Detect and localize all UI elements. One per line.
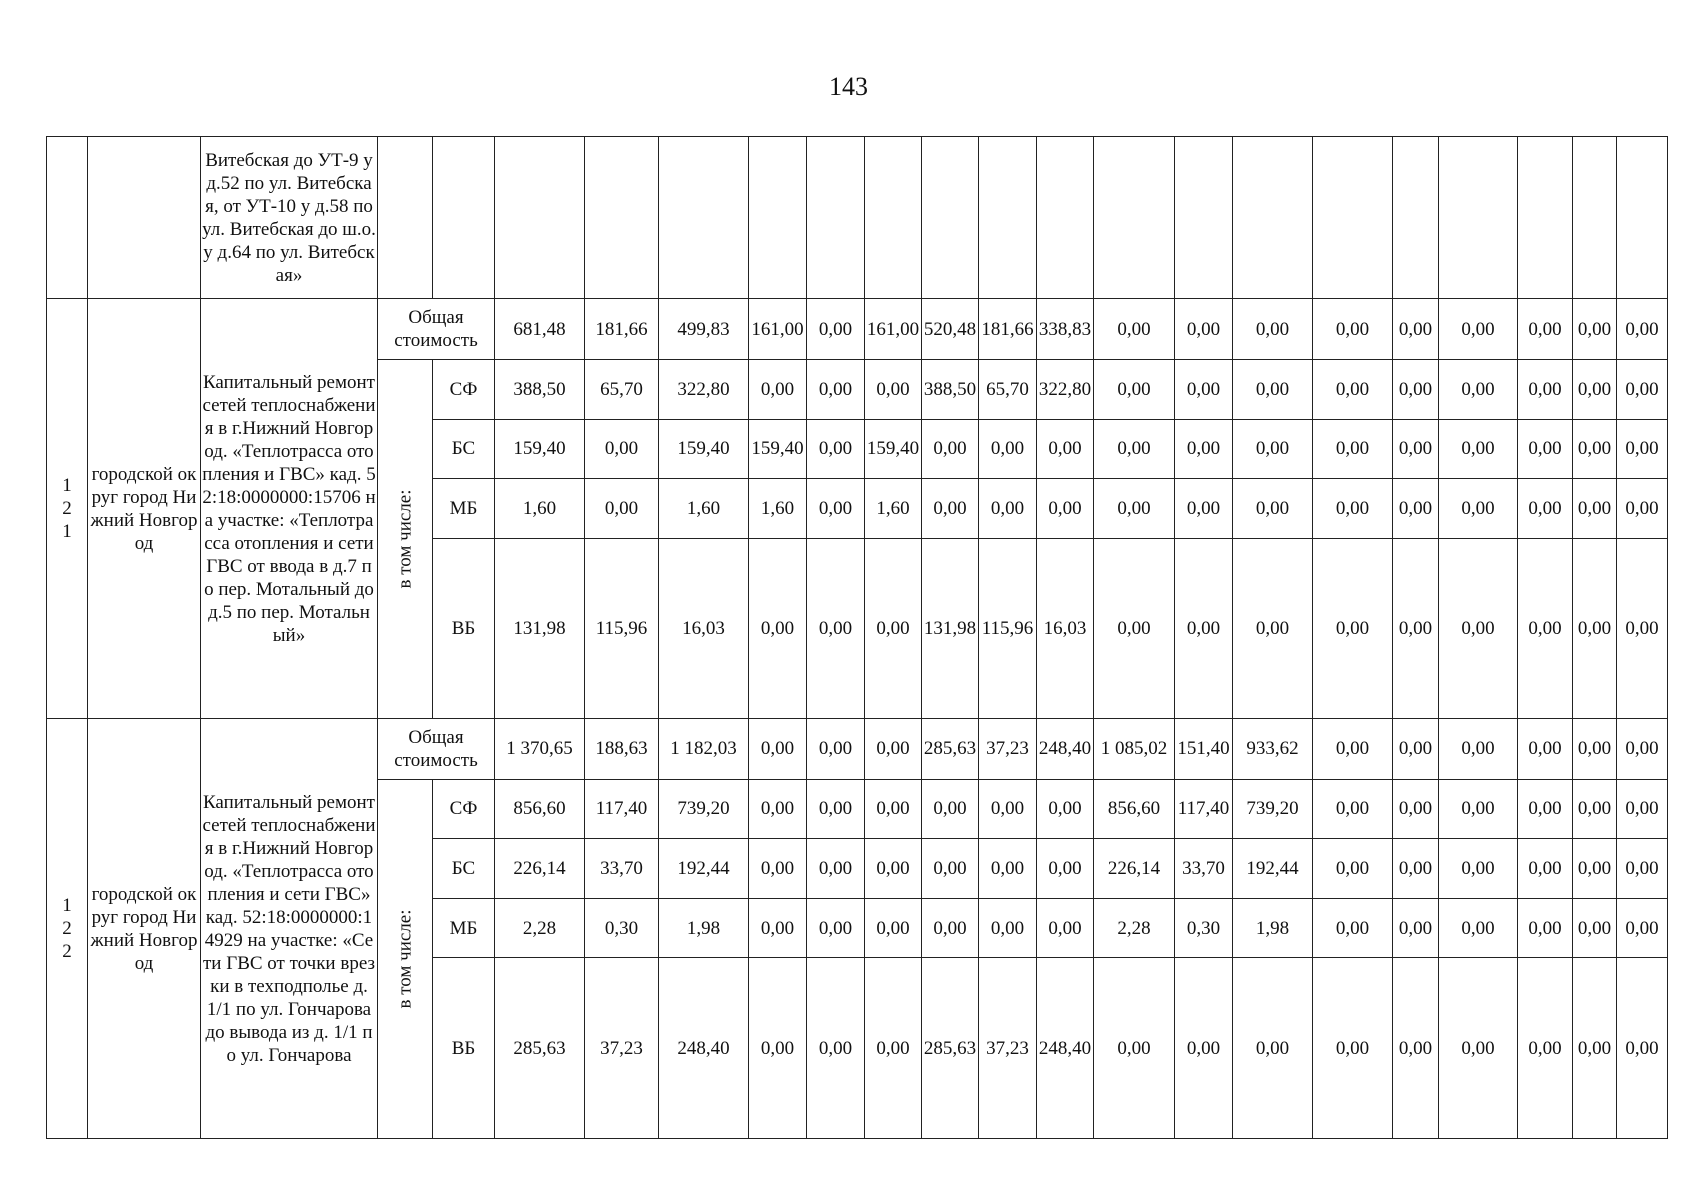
value-cell: 0,00 bbox=[1518, 359, 1573, 419]
value-cell bbox=[1617, 137, 1668, 299]
value-cell: 499,83 bbox=[659, 299, 749, 360]
value-cell bbox=[659, 137, 749, 299]
value-cell: 0,00 bbox=[865, 538, 922, 719]
value-cell: 248,40 bbox=[659, 958, 749, 1139]
value-cell: 0,00 bbox=[1573, 958, 1617, 1139]
value-cell: 0,00 bbox=[1439, 479, 1518, 539]
value-cell: 0,00 bbox=[979, 419, 1037, 479]
value-cell: 933,62 bbox=[1233, 719, 1313, 780]
value-cell: 0,00 bbox=[1094, 359, 1175, 419]
project-number bbox=[47, 719, 88, 1139]
funding-source-code: БС bbox=[433, 419, 495, 479]
value-cell: 0,00 bbox=[807, 839, 865, 899]
value-cell: 0,00 bbox=[1617, 839, 1668, 899]
value-cell: 0,30 bbox=[585, 898, 659, 958]
value-cell: 1,60 bbox=[749, 479, 807, 539]
value-cell: 285,63 bbox=[922, 958, 979, 1139]
value-cell: 33,70 bbox=[1175, 839, 1233, 899]
value-cell: 0,00 bbox=[749, 359, 807, 419]
value-cell: 226,14 bbox=[1094, 839, 1175, 899]
value-cell: 322,80 bbox=[1037, 359, 1094, 419]
value-cell bbox=[749, 137, 807, 299]
value-cell: 0,00 bbox=[1617, 479, 1668, 539]
project-number-digit: 1 bbox=[62, 475, 72, 497]
description-cell: Капитальный ремонт сетей теплоснабжения в г.Нижний Новгород. «Теплотрасса отопления и сети ГВС» кад. 52:18:0000000:14929 на участке: «Сети ГВС от точки врезки в техподполье д. 1/1 по ул. Гончарова до вывода из д. 1/1 по ул. Гончарова bbox=[201, 719, 378, 1139]
value-cell: 0,00 bbox=[1313, 719, 1393, 780]
value-cell: 188,63 bbox=[585, 719, 659, 780]
value-cell: 0,00 bbox=[1573, 898, 1617, 958]
page-number: 143 bbox=[829, 72, 868, 101]
value-cell: 131,98 bbox=[922, 538, 979, 719]
including-label bbox=[378, 359, 433, 718]
project-total-row bbox=[47, 299, 1668, 360]
value-cell bbox=[1439, 137, 1518, 299]
value-cell: 0,00 bbox=[1094, 419, 1175, 479]
value-cell: 65,70 bbox=[979, 359, 1037, 419]
value-cell: 0,00 bbox=[865, 839, 922, 899]
value-cell: 1 182,03 bbox=[659, 719, 749, 780]
value-cell: 16,03 bbox=[659, 538, 749, 719]
value-cell: 1 370,65 bbox=[495, 719, 585, 780]
value-cell: 0,00 bbox=[1233, 479, 1313, 539]
value-cell: 181,66 bbox=[979, 299, 1037, 360]
value-cell: 0,00 bbox=[1094, 299, 1175, 360]
description-cell: Витебская до УТ-9 у д.52 по ул. Витебская, от УТ-10 у д.58 по ул. Витебская до ш.о. у д.64 по ул. Витебская» bbox=[201, 137, 378, 299]
value-cell: 0,00 bbox=[1313, 898, 1393, 958]
value-cell: 0,00 bbox=[749, 839, 807, 899]
value-cell: 0,00 bbox=[979, 479, 1037, 539]
value-cell: 65,70 bbox=[585, 359, 659, 419]
value-cell: 0,00 bbox=[807, 898, 865, 958]
value-cell: 0,00 bbox=[979, 839, 1037, 899]
value-cell: 0,00 bbox=[1617, 538, 1668, 719]
value-cell: 0,00 bbox=[1175, 299, 1233, 360]
value-cell: 0,00 bbox=[1518, 779, 1573, 839]
value-cell: 0,00 bbox=[1175, 419, 1233, 479]
value-cell: 0,00 bbox=[1313, 419, 1393, 479]
value-cell bbox=[585, 137, 659, 299]
value-cell: 0,00 bbox=[1393, 359, 1439, 419]
value-cell: 0,00 bbox=[1439, 779, 1518, 839]
funding-source-code: СФ bbox=[433, 359, 495, 419]
value-cell: 0,00 bbox=[1573, 719, 1617, 780]
value-cell: 151,40 bbox=[1175, 719, 1233, 780]
funding-source-code: ВБ bbox=[433, 958, 495, 1139]
value-cell: 0,00 bbox=[1233, 359, 1313, 419]
value-cell: 0,30 bbox=[1175, 898, 1233, 958]
number-cell bbox=[47, 137, 88, 299]
value-cell: 159,40 bbox=[495, 419, 585, 479]
value-cell: 159,40 bbox=[749, 419, 807, 479]
value-cell: 0,00 bbox=[1518, 898, 1573, 958]
value-cell: 0,00 bbox=[922, 419, 979, 479]
value-cell: 0,00 bbox=[1439, 958, 1518, 1139]
value-cell: 0,00 bbox=[865, 719, 922, 780]
value-cell: 338,83 bbox=[1037, 299, 1094, 360]
value-cell: 0,00 bbox=[807, 719, 865, 780]
value-cell: 0,00 bbox=[749, 779, 807, 839]
value-cell: 1 085,02 bbox=[1094, 719, 1175, 780]
total-cost-label-line: Общая bbox=[408, 307, 464, 329]
value-cell: 0,00 bbox=[1313, 479, 1393, 539]
value-cell bbox=[1313, 137, 1393, 299]
value-cell: 0,00 bbox=[1617, 898, 1668, 958]
value-cell: 0,00 bbox=[1617, 719, 1668, 780]
value-cell: 0,00 bbox=[1037, 898, 1094, 958]
value-cell: 0,00 bbox=[1175, 958, 1233, 1139]
value-cell: 0,00 bbox=[749, 538, 807, 719]
value-cell: 0,00 bbox=[807, 419, 865, 479]
value-cell: 0,00 bbox=[1393, 419, 1439, 479]
value-cell: 739,20 bbox=[1233, 779, 1313, 839]
value-cell bbox=[1393, 137, 1439, 299]
value-cell: 0,00 bbox=[922, 479, 979, 539]
value-cell: 0,00 bbox=[1393, 299, 1439, 360]
funding-source-code: МБ bbox=[433, 479, 495, 539]
value-cell: 159,40 bbox=[865, 419, 922, 479]
value-cell: 2,28 bbox=[1094, 898, 1175, 958]
value-cell: 0,00 bbox=[1439, 359, 1518, 419]
value-cell bbox=[1518, 137, 1573, 299]
value-cell: 0,00 bbox=[1313, 779, 1393, 839]
value-cell bbox=[1573, 137, 1617, 299]
value-cell bbox=[1175, 137, 1233, 299]
value-cell: 0,00 bbox=[1617, 359, 1668, 419]
value-cell: 0,00 bbox=[585, 419, 659, 479]
value-cell: 0,00 bbox=[1617, 958, 1668, 1139]
value-cell: 1,60 bbox=[495, 479, 585, 539]
value-cell: 0,00 bbox=[1313, 839, 1393, 899]
value-cell bbox=[865, 137, 922, 299]
value-cell: 1,98 bbox=[1233, 898, 1313, 958]
value-cell: 0,00 bbox=[1393, 839, 1439, 899]
value-cell: 0,00 bbox=[1573, 839, 1617, 899]
value-cell: 0,00 bbox=[807, 299, 865, 360]
value-cell: 226,14 bbox=[495, 839, 585, 899]
value-cell: 0,00 bbox=[865, 958, 922, 1139]
value-cell: 0,00 bbox=[1175, 359, 1233, 419]
value-cell: 0,00 bbox=[1617, 779, 1668, 839]
value-cell: 0,00 bbox=[807, 359, 865, 419]
project-number-digit: 2 bbox=[62, 498, 72, 520]
total-cost-label-line: Общая bbox=[408, 726, 464, 748]
value-cell: 0,00 bbox=[1439, 538, 1518, 719]
value-cell: 0,00 bbox=[1313, 359, 1393, 419]
project-number-digit: 1 bbox=[62, 521, 72, 543]
value-cell: 0,00 bbox=[1518, 479, 1573, 539]
funding-source-code: СФ bbox=[433, 779, 495, 839]
project-total-row bbox=[47, 719, 1668, 780]
value-cell bbox=[378, 137, 433, 299]
value-cell: 0,00 bbox=[807, 958, 865, 1139]
value-cell: 739,20 bbox=[659, 779, 749, 839]
value-cell: 0,00 bbox=[749, 958, 807, 1139]
value-cell: 0,00 bbox=[749, 719, 807, 780]
value-cell: 33,70 bbox=[585, 839, 659, 899]
value-cell: 0,00 bbox=[1439, 898, 1518, 958]
cost-table bbox=[46, 136, 1668, 1139]
value-cell: 856,60 bbox=[1094, 779, 1175, 839]
funding-source-code: ВБ bbox=[433, 538, 495, 719]
value-cell: 1,60 bbox=[865, 479, 922, 539]
value-cell: 0,00 bbox=[1573, 359, 1617, 419]
including-label bbox=[378, 779, 433, 1138]
value-cell: 0,00 bbox=[1573, 299, 1617, 360]
value-cell: 0,00 bbox=[1518, 299, 1573, 360]
project-number-digit: 2 bbox=[62, 918, 72, 940]
value-cell: 285,63 bbox=[495, 958, 585, 1139]
value-cell: 0,00 bbox=[922, 898, 979, 958]
value-cell: 115,96 bbox=[979, 538, 1037, 719]
value-cell: 0,00 bbox=[1233, 299, 1313, 360]
value-cell: 0,00 bbox=[1313, 958, 1393, 1139]
value-cell: 115,96 bbox=[585, 538, 659, 719]
value-cell: 0,00 bbox=[1037, 839, 1094, 899]
total-cost-label-line: стоимость bbox=[394, 749, 478, 771]
value-cell: 192,44 bbox=[1233, 839, 1313, 899]
value-cell: 0,00 bbox=[1393, 779, 1439, 839]
project-number-digit: 1 bbox=[62, 895, 72, 917]
value-cell: 117,40 bbox=[1175, 779, 1233, 839]
value-cell: 0,00 bbox=[1094, 958, 1175, 1139]
value-cell: 37,23 bbox=[979, 958, 1037, 1139]
value-cell: 0,00 bbox=[1518, 538, 1573, 719]
value-cell: 0,00 bbox=[1573, 779, 1617, 839]
value-cell: 0,00 bbox=[865, 359, 922, 419]
value-cell: 37,23 bbox=[979, 719, 1037, 780]
value-cell: 248,40 bbox=[1037, 958, 1094, 1139]
value-cell: 0,00 bbox=[922, 839, 979, 899]
value-cell: 0,00 bbox=[1393, 538, 1439, 719]
value-cell: 856,60 bbox=[495, 779, 585, 839]
value-cell: 0,00 bbox=[1518, 958, 1573, 1139]
value-cell: 117,40 bbox=[585, 779, 659, 839]
value-cell: 2,28 bbox=[495, 898, 585, 958]
project-number bbox=[47, 299, 88, 719]
value-cell: 285,63 bbox=[922, 719, 979, 780]
value-cell: 0,00 bbox=[807, 779, 865, 839]
total-cost-label bbox=[378, 299, 495, 360]
including-label-text: в том числе: bbox=[394, 909, 416, 1009]
value-cell: 0,00 bbox=[1313, 538, 1393, 719]
value-cell: 0,00 bbox=[1393, 958, 1439, 1139]
value-cell: 0,00 bbox=[1393, 479, 1439, 539]
value-cell bbox=[979, 137, 1037, 299]
municipality-cell: городской округ город Нижний Новгород bbox=[88, 719, 201, 1139]
value-cell: 0,00 bbox=[1175, 538, 1233, 719]
value-cell: 159,40 bbox=[659, 419, 749, 479]
value-cell: 0,00 bbox=[1573, 419, 1617, 479]
value-cell: 0,00 bbox=[749, 898, 807, 958]
value-cell: 681,48 bbox=[495, 299, 585, 360]
value-cell bbox=[495, 137, 585, 299]
value-cell: 0,00 bbox=[807, 538, 865, 719]
value-cell: 1,60 bbox=[659, 479, 749, 539]
value-cell: 520,48 bbox=[922, 299, 979, 360]
value-cell: 0,00 bbox=[1393, 719, 1439, 780]
value-cell: 161,00 bbox=[749, 299, 807, 360]
value-cell: 16,03 bbox=[1037, 538, 1094, 719]
value-cell: 0,00 bbox=[1175, 479, 1233, 539]
value-cell: 0,00 bbox=[1037, 479, 1094, 539]
value-cell: 1,98 bbox=[659, 898, 749, 958]
value-cell: 0,00 bbox=[1037, 419, 1094, 479]
value-cell: 181,66 bbox=[585, 299, 659, 360]
funding-source-code: МБ bbox=[433, 898, 495, 958]
value-cell: 0,00 bbox=[1573, 538, 1617, 719]
total-cost-label bbox=[378, 719, 495, 780]
value-cell: 388,50 bbox=[922, 359, 979, 419]
value-cell: 0,00 bbox=[1233, 538, 1313, 719]
value-cell bbox=[807, 137, 865, 299]
value-cell: 0,00 bbox=[807, 479, 865, 539]
value-cell: 0,00 bbox=[865, 898, 922, 958]
value-cell: 322,80 bbox=[659, 359, 749, 419]
value-cell: 0,00 bbox=[1233, 958, 1313, 1139]
municipality-cell: городской округ город Нижний Новгород bbox=[88, 299, 201, 719]
value-cell: 0,00 bbox=[979, 898, 1037, 958]
value-cell: 192,44 bbox=[659, 839, 749, 899]
value-cell: 0,00 bbox=[1037, 779, 1094, 839]
description-cell: Капитальный ремонт сетей теплоснабжения в г.Нижний Новгород. «Теплотрасса отопления и ГВС» кад. 52:18:0000000:15706 на участке: «Теплотрасса отопления и сети ГВС от ввода в д.7 по пер. Мотальный до д.5 по пер. Мотальный» bbox=[201, 299, 378, 719]
funding-source-code: БС bbox=[433, 839, 495, 899]
value-cell: 0,00 bbox=[1518, 719, 1573, 780]
value-cell: 0,00 bbox=[1313, 299, 1393, 360]
value-cell: 0,00 bbox=[585, 479, 659, 539]
value-cell: 0,00 bbox=[1617, 419, 1668, 479]
value-cell: 388,50 bbox=[495, 359, 585, 419]
value-cell: 0,00 bbox=[922, 779, 979, 839]
total-cost-label-line: стоимость bbox=[394, 330, 478, 352]
value-cell: 0,00 bbox=[1518, 419, 1573, 479]
value-cell bbox=[922, 137, 979, 299]
project-number-digit: 2 bbox=[62, 941, 72, 963]
continuation-row bbox=[47, 137, 1668, 299]
value-cell bbox=[433, 137, 495, 299]
value-cell: 0,00 bbox=[1518, 839, 1573, 899]
value-cell: 161,00 bbox=[865, 299, 922, 360]
value-cell: 0,00 bbox=[1393, 898, 1439, 958]
including-label-text: в том числе: bbox=[394, 489, 416, 589]
value-cell: 0,00 bbox=[1617, 299, 1668, 360]
municipality-cell bbox=[88, 137, 201, 299]
value-cell: 0,00 bbox=[865, 779, 922, 839]
value-cell: 0,00 bbox=[1439, 419, 1518, 479]
value-cell bbox=[1037, 137, 1094, 299]
value-cell: 0,00 bbox=[979, 779, 1037, 839]
value-cell: 37,23 bbox=[585, 958, 659, 1139]
value-cell: 0,00 bbox=[1439, 299, 1518, 360]
value-cell: 0,00 bbox=[1439, 719, 1518, 780]
value-cell: 0,00 bbox=[1094, 479, 1175, 539]
value-cell: 0,00 bbox=[1439, 839, 1518, 899]
value-cell: 131,98 bbox=[495, 538, 585, 719]
value-cell: 248,40 bbox=[1037, 719, 1094, 780]
value-cell: 0,00 bbox=[1573, 479, 1617, 539]
value-cell: 0,00 bbox=[1094, 538, 1175, 719]
value-cell bbox=[1233, 137, 1313, 299]
value-cell: 0,00 bbox=[1233, 419, 1313, 479]
value-cell bbox=[1094, 137, 1175, 299]
